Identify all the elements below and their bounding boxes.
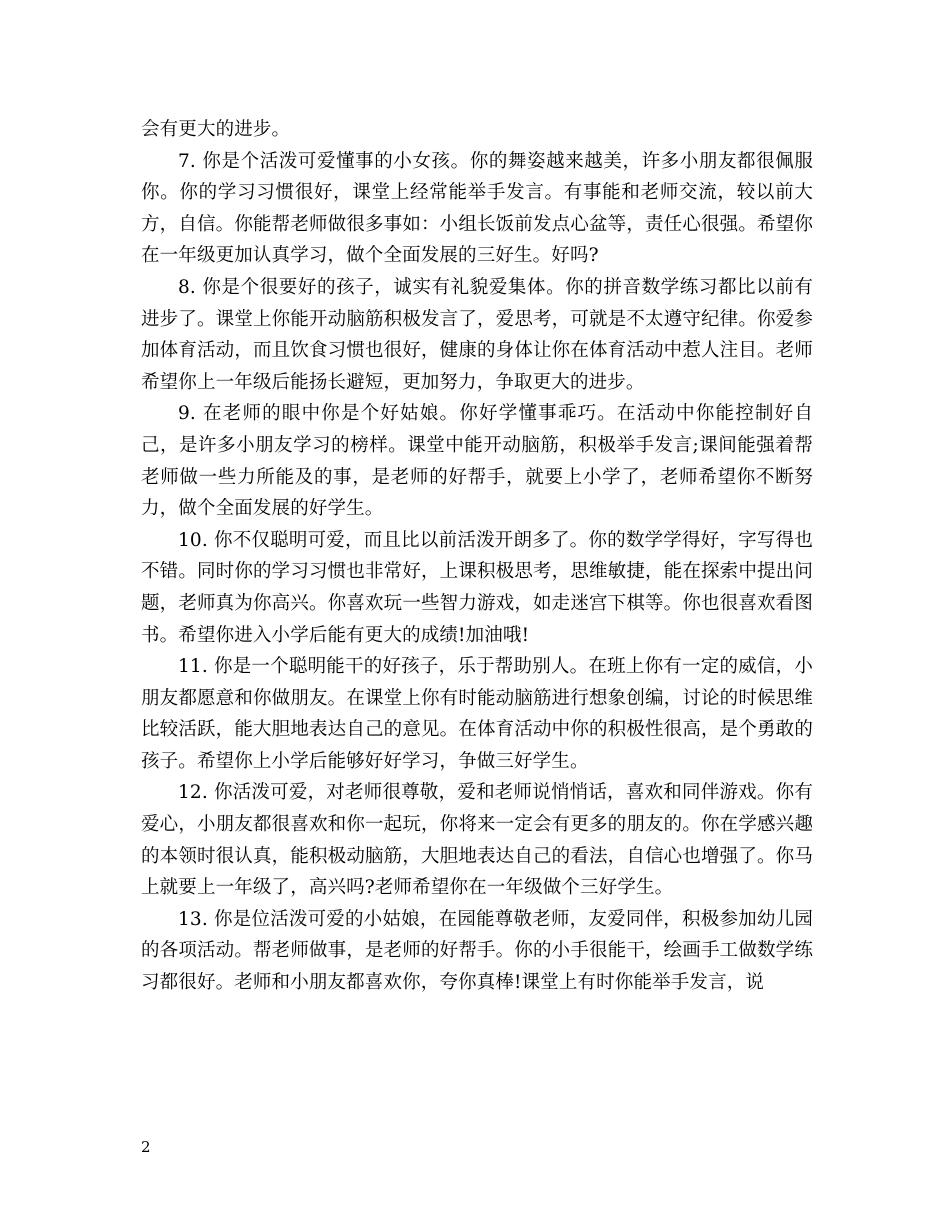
paragraph-item-11: 11. 你是一个聪明能干的好孩子，乐于帮助别人。在班上你有一定的威信，小朋友都愿意和你做朋友。在课堂上你有时能动脑筋进行想象创编，讨论的时候思维比较活跃，能大胆地表达自己的意见。在体育活动中你的积极性很高，是个勇敢的孩子。希望你上小学后能够好好学习，争做三好学生。 xyxy=(141,656,813,772)
paragraph-item-10: 10. 你不仅聪明可爱，而且比以前活泼开朗多了。你的数学学得好，字写得也不错。同时你的学习习惯也非常好，上课积极思考，思维敏捷，能在探索中提出问题，老师真为你高兴。你喜欢玩一些智力游戏，如走迷宫下棋等。你也很喜欢看图书。希望你进入小学后能有更大的成绩!加油哦! xyxy=(141,529,813,646)
paragraph-item-9: 9. 在老师的眼中你是个好姑娘。你好学懂事乖巧。在活动中你能控制好自己，是许多小朋友学习的榜样。课堂中能开动脑筋，积极举手发言;课间能强着帮老师做一些力所能及的事，是老师的好帮手，就要上小学了，老师希望你不断努力，做个全面发展的好学生。 xyxy=(141,403,813,520)
paragraph-continuation: 会有更大的进步。 xyxy=(141,119,291,140)
page-number: 2 xyxy=(141,1138,151,1156)
paragraph-item-7: 7. 你是个活泼可爱懂事的小女孩。你的舞姿越来越美，许多小朋友都很佩服你。你的学习习惯很好，课堂上经常能举手发言。有事能和老师交流，较以前大方，自信。你能帮老师做很多事如：小组长饭前发点心盆等，责任心很强。希望你在一年级更加认真学习，做个全面发展的三好生。好吗? xyxy=(141,150,813,267)
document-body xyxy=(141,114,813,999)
paragraph-item-12: 12. 你活泼可爱，对老师很尊敬，爱和老师说悄悄话，喜欢和同伴游戏。你有爱心，小朋友都很喜欢和你一起玩，你将来一定会有更多的朋友的。你在学感兴趣的本领时很认真，能积极动脑筋，大胆地表达自己的看法，自信心也增强了。你马上就要上一年级了，高兴吗?老师希望你在一年级做个三好学生。 xyxy=(141,782,813,899)
paragraph-item-8: 8. 你是个很要好的孩子，诚实有礼貌爱集体。你的拼音数学练习都比以前有进步了。课堂上你能开动脑筋积极发言了，爱思考，可就是不太遵守纪律。你爱参加体育活动，而且饮食习惯也很好，健康的身体让你在体育活动中惹人注目。老师希望你上一年级后能扬长避短，更加努力，争取更大的进步。 xyxy=(141,276,813,393)
paragraph-item-13: 13. 你是位活泼可爱的小姑娘，在园能尊敬老师，友爱同伴，积极参加幼儿园的各项活动。帮老师做事，是老师的好帮手。你的小手很能干，绘画手工做数学练习都很好。老师和小朋友都喜欢你，夸你真棒!课堂上有时你能举手发言，说 xyxy=(141,908,813,994)
